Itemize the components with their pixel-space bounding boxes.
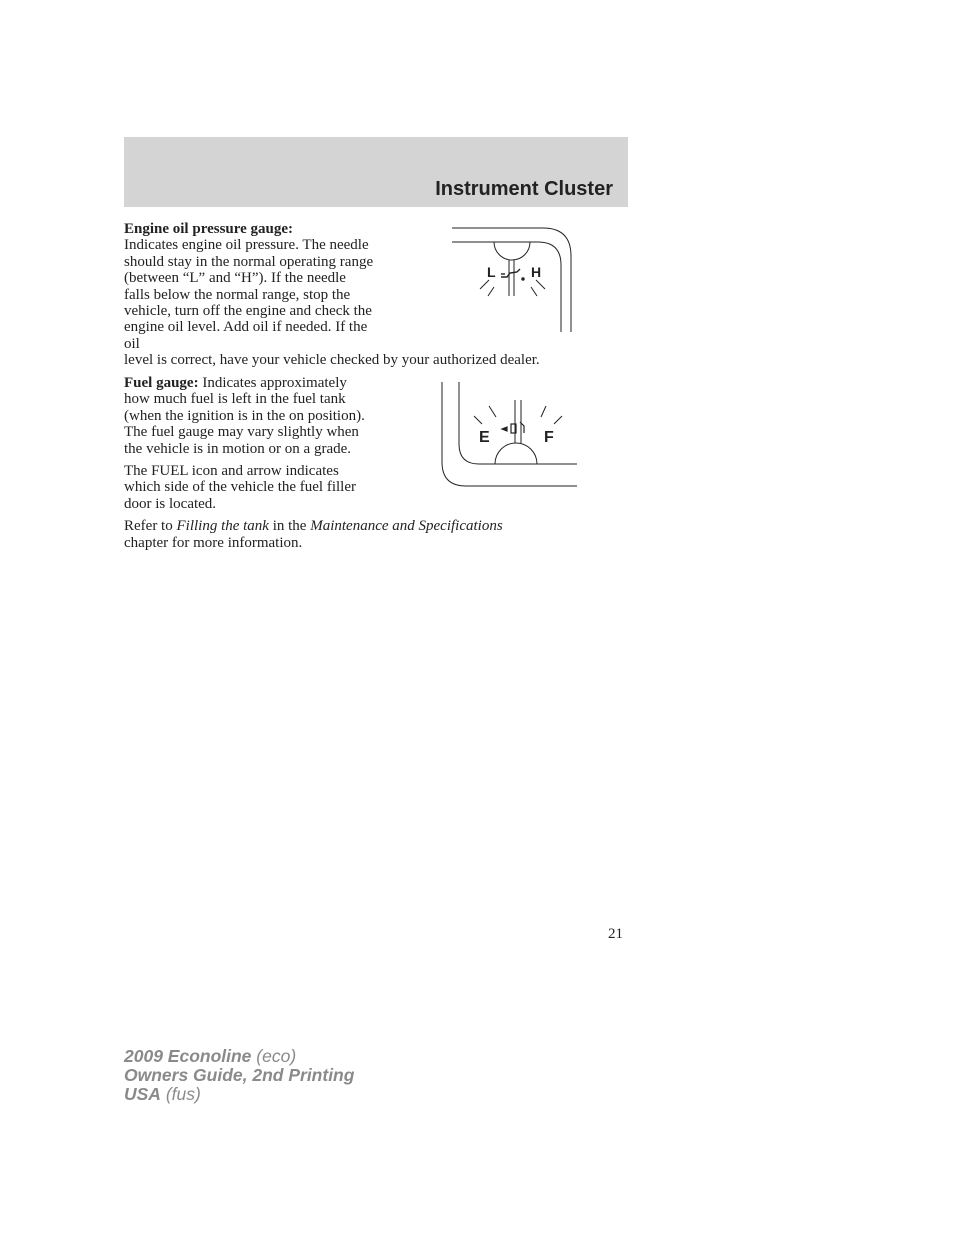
- oil-pressure-gauge-illustration: [445, 222, 575, 337]
- fuel-gauge-illustration: [436, 380, 581, 490]
- section-header-band: [124, 137, 628, 207]
- document-footer: [124, 1047, 354, 1104]
- oil-pressure-text: Indicates engine oil pressure. The needle should stay in the normal operating range (between “L” and “H”). If the needle falls below the normal range, stop the vehicle, turn off the engine and check the engine oil level. Add oil if needed. If the oil: [124, 237, 374, 352]
- oil-can-icon: [501, 269, 524, 280]
- footer-printing: Owners Guide, 2nd Printing: [124, 1065, 355, 1085]
- gauge-empty-label: E: [479, 429, 490, 446]
- gauge-low-label: L: [487, 264, 496, 280]
- footer-market-code: (fus): [160, 1084, 201, 1104]
- fuel-gauge-text: Indicates approximately how much fuel is left in the fuel tank (when the ignition is in the on position). The fuel gauge may vary slightly when the vehicle is in motion or on a grade.: [124, 375, 365, 457]
- refer-middle: in the: [268, 518, 311, 535]
- gauge-high-label: H: [531, 264, 542, 280]
- refer-link-maintenance: Maintenance and Specifications: [310, 518, 503, 535]
- refer-prefix: Refer to: [124, 518, 177, 535]
- gauge-full-label: F: [544, 429, 554, 446]
- footer-market: USA: [124, 1084, 161, 1104]
- footer-model: 2009 Econoline: [124, 1046, 252, 1066]
- fuel-gauge-heading: Fuel gauge:: [124, 375, 199, 391]
- fuel-icon-note: The FUEL icon and arrow indicates which side of the vehicle the fuel filler door is located.: [124, 463, 356, 512]
- footer-model-code: (eco): [251, 1046, 297, 1066]
- page-number: 21: [608, 926, 623, 942]
- refer-link-filling-tank: Filling the tank: [176, 518, 269, 535]
- oil-pressure-heading: Engine oil pressure gauge:: [124, 221, 294, 237]
- refer-suffix: chapter for more information.: [124, 534, 303, 551]
- oil-pressure-text-continued: level is correct, have your vehicle checked by your authorized dealer.: [124, 352, 540, 369]
- section-title: Instrument Cluster: [435, 178, 613, 200]
